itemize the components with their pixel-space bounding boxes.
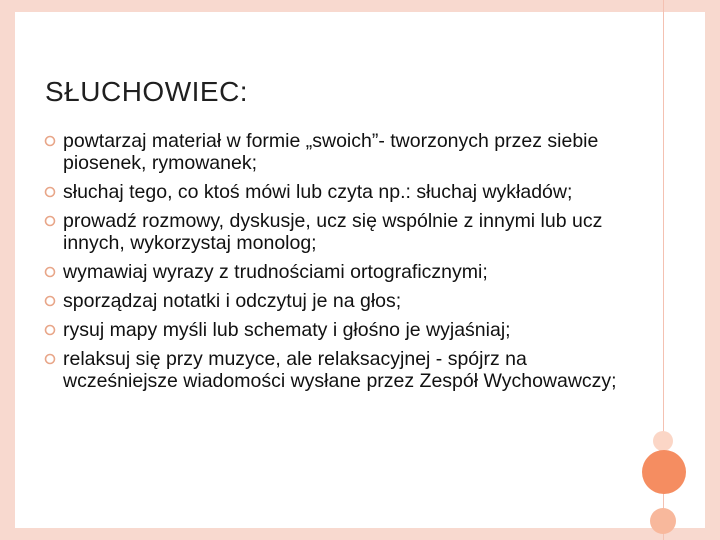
ring-bullet-icon — [44, 295, 56, 307]
list-item — [44, 290, 619, 312]
list-item-text: sporządzaj notatki i odczytuj je na głos; — [63, 290, 402, 312]
list-item-text: relaksuj się przy muzyce, ale relaksacyjnej - spójrz na wcześniejsze wiadomości wysłane przez Zespół Wychowawczy; — [63, 348, 617, 392]
list-item-text: wymawiaj wyrazy z trudnościami ortograficznymi; — [63, 261, 488, 283]
list-item-text: powtarzaj materiał w formie „swoich”- tworzonych przez siebie piosenek, rymowanek; — [63, 130, 599, 174]
frame-top — [0, 0, 720, 12]
list-item-text: rysuj mapy myśli lub schematy i głośno je wyjaśniaj; — [63, 319, 511, 341]
list-item — [44, 348, 619, 392]
ring-bullet-icon — [44, 324, 56, 336]
ring-bullet-icon — [44, 135, 56, 147]
frame-right — [705, 0, 720, 540]
slide-title: SŁUCHOWIEC: — [45, 76, 249, 107]
list-item — [44, 181, 619, 203]
bullet-list — [44, 130, 619, 399]
ring-bullet-icon — [44, 186, 56, 198]
decorative-large-circle — [642, 450, 686, 494]
decorative-bottom-circle — [650, 508, 676, 534]
list-item — [44, 210, 619, 254]
list-item — [44, 261, 619, 283]
frame-left — [0, 0, 15, 540]
list-item-text: słuchaj tego, co ktoś mówi lub czyta np.: słuchaj wykładów; — [63, 181, 573, 203]
ring-bullet-icon — [44, 353, 56, 365]
frame-bottom — [0, 528, 720, 540]
decorative-small-circle — [653, 431, 673, 451]
list-item-text: prowadź rozmowy, dyskusje, ucz się wspólnie z innymi lub ucz innych, wykorzystaj monolog; — [63, 210, 603, 254]
list-item — [44, 319, 619, 341]
ring-bullet-icon — [44, 215, 56, 227]
ring-bullet-icon — [44, 266, 56, 278]
list-item — [44, 130, 619, 174]
